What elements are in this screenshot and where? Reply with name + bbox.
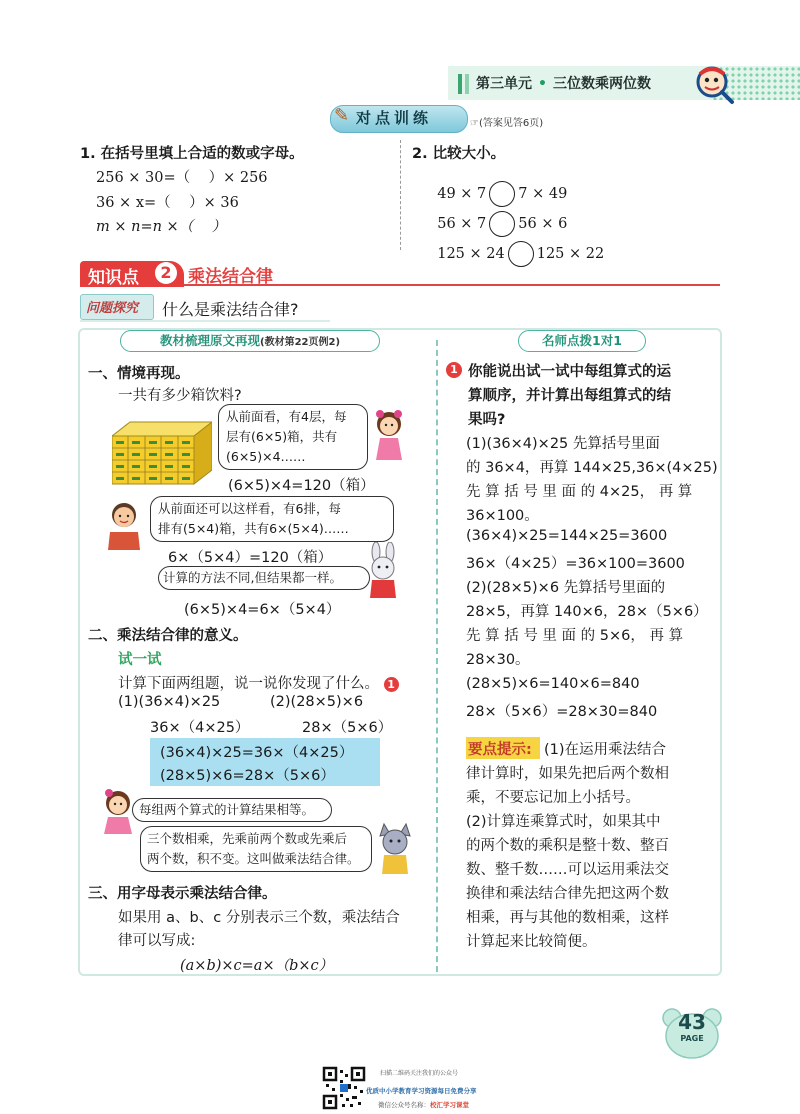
section-1-question: 一共有多少箱饮料? bbox=[118, 388, 242, 404]
equation: (6×5)×4=6×（5×4） bbox=[184, 602, 341, 618]
explanation-line: 36×（4×25）=36×100=3600 bbox=[466, 556, 685, 572]
section-3-heading: 三、用字母表示乘法结合律。 bbox=[88, 886, 277, 902]
explanation-line: (1)(36×4)×25 先算括号里面 bbox=[466, 436, 660, 452]
unit-label: 第三单元 bbox=[476, 76, 532, 92]
explanation-line: (28×5)×6=140×6=840 bbox=[466, 676, 640, 692]
topic-label: 三位数乘两位数 bbox=[552, 76, 651, 92]
exercise-1-line: 36 × x=（ ）× 36 bbox=[96, 195, 239, 211]
header-accent-bar bbox=[458, 74, 462, 94]
exercise-1-title: 1. 在括号里填上合适的数或字母。 bbox=[80, 146, 304, 162]
try-problem: (2)(28×5)×6 bbox=[270, 694, 364, 710]
tip-line: 的两个数的乘积是整十数、整百 bbox=[466, 838, 669, 854]
tip-line: 律计算时，如果先把后两个数相 bbox=[466, 766, 669, 782]
compare-right: 125 × 22 bbox=[536, 246, 605, 262]
tip-line: 相乘，再与其他的数相乘，这样 bbox=[466, 910, 669, 926]
try-problem: 36×（4×25） bbox=[150, 720, 250, 736]
tip-line: 乘，不要忘记加上小括号。 bbox=[466, 790, 640, 806]
qr-code-icon bbox=[322, 1066, 366, 1110]
footer-scan-text: 扫描二维码关注我们的公众号 bbox=[380, 1070, 459, 1077]
explanation-line: 28×30。 bbox=[466, 652, 530, 668]
section-2-heading: 二、乘法结合律的意义。 bbox=[88, 628, 248, 644]
knowledge-label: 知识点 bbox=[88, 268, 139, 288]
left-tab bbox=[120, 330, 380, 352]
girl-avatar bbox=[100, 788, 136, 834]
explanation-line: (36×4)×25=144×25=3600 bbox=[466, 528, 668, 544]
result-line: (36×4)×25=36×（4×25） bbox=[160, 745, 354, 761]
tip-line: 计算起来比较简便。 bbox=[466, 934, 597, 950]
compare-row bbox=[428, 225, 604, 267]
speech-bubble-text: 三个数相乘，先乘前两个数或先乘后 两个数，积不变。这叫做乘法结合律。 bbox=[147, 831, 360, 866]
wenti-underline bbox=[80, 320, 330, 322]
explanation-line: 先 算 括 号 里 面 的 5×6， 再 算 bbox=[466, 628, 684, 644]
result-line: (28×5)×6=28×（5×6） bbox=[160, 768, 335, 784]
speech-bubble-text: 从前面看，有4层，每 层有(6×5)箱，共有 (6×5)×4…… bbox=[226, 409, 347, 464]
formula: (a×b)×c=a×（b×c） bbox=[180, 958, 334, 974]
section-1-heading: 一、情境再现。 bbox=[88, 366, 190, 382]
explanation-line: 36×100。 bbox=[466, 508, 539, 524]
wenti-label: 问题探究 bbox=[86, 301, 139, 316]
try-instruction bbox=[118, 672, 399, 693]
compare-left: 125 × 24 bbox=[437, 246, 505, 262]
header-separator: • bbox=[538, 76, 547, 92]
speech-bubble-text: 计算的方法不同,但结果都一样。 bbox=[163, 570, 342, 585]
page-word: PAGE bbox=[680, 1034, 704, 1043]
left-tab-main: 教材梳理原文再现 bbox=[159, 333, 260, 348]
wenti-question: 什么是乘法结合律? bbox=[162, 300, 299, 319]
explanation-line: (2)(28×5)×6 先算括号里面的 bbox=[466, 580, 666, 596]
compare-circle[interactable] bbox=[508, 241, 534, 267]
try-problem: 28×（5×6） bbox=[302, 720, 393, 736]
section-3-text: 如果用 a、b、c 分别表示三个数，乘法结合 bbox=[118, 910, 400, 926]
footer-account bbox=[378, 1100, 469, 1109]
column-divider bbox=[436, 340, 438, 972]
tip-label: 要点提示: bbox=[468, 742, 532, 758]
section-3-text: 律可以写成: bbox=[118, 933, 196, 949]
answer-reference: ☞(答案见答6页) bbox=[470, 118, 544, 129]
header-accent-bar bbox=[465, 74, 469, 94]
mascot-magnifier-icon bbox=[694, 64, 736, 106]
left-tab-ref: (教材第22页例2) bbox=[260, 337, 341, 348]
explanation-line: 28×（5×6）=28×30=840 bbox=[466, 704, 658, 720]
speech-bubble-text: 从前面还可以这样看，有6排，每 排有(5×4)箱，共有6×(5×4)…… bbox=[158, 501, 349, 536]
exercise-1-line: m × n=n ×（ ） bbox=[96, 219, 227, 235]
pencil-icon: ✎ bbox=[334, 105, 350, 126]
cat-avatar bbox=[372, 822, 418, 876]
footer-slogan: 优质中小学教育学习资源每日免费分享 bbox=[366, 1087, 477, 1095]
knowledge-number: 2 bbox=[155, 262, 177, 284]
compare-left: 49 × 7 bbox=[437, 186, 487, 202]
girl-avatar bbox=[372, 408, 406, 460]
footer-account-prefix: 微信公众号名称： bbox=[378, 1101, 430, 1109]
tip-line: (2)计算连乘算式时，如果其中 bbox=[466, 814, 661, 830]
explanation-line: 28×5，再算 140×6，28×（5×6） bbox=[466, 604, 708, 620]
boy-avatar bbox=[104, 500, 144, 550]
page-number: 43 bbox=[678, 1010, 706, 1034]
rabbit-avatar bbox=[360, 542, 408, 600]
equation: (6×5)×4=120（箱） bbox=[228, 478, 375, 494]
explanation-line: 的 36×4，再算 144×25,36×(4×25) bbox=[466, 460, 718, 476]
section-title: 对点训练 bbox=[356, 109, 433, 127]
exercise-divider bbox=[400, 140, 401, 250]
compare-right: 56 × 6 bbox=[518, 216, 568, 232]
right-question: 算顺序，并计算出每组算式的结 bbox=[468, 388, 671, 404]
explanation-line: 先 算 括 号 里 面 的 4×25， 再 算 bbox=[466, 484, 693, 500]
try-problem: (1)(36×4)×25 bbox=[118, 694, 221, 710]
try-badge: 1 bbox=[384, 677, 399, 692]
tip-line: (1)在运用乘法结合 bbox=[544, 742, 667, 758]
running-header bbox=[476, 73, 651, 93]
footer-account-name: 校汇学习课堂 bbox=[430, 1101, 469, 1109]
knowledge-title: 乘法结合律 bbox=[188, 267, 273, 287]
tip-line: 换律和乘法结合律先把这两个数 bbox=[466, 886, 669, 902]
tip-line: 数、整千数……可以运用乘法交 bbox=[466, 862, 669, 878]
exercise-1-line: 256 × 30=（ ）× 256 bbox=[96, 170, 268, 186]
right-tab: 名师点拨1对1 bbox=[518, 330, 646, 352]
try-text: 计算下面两组题，说一说你发现了什么。 bbox=[118, 676, 379, 692]
compare-right: 7 × 49 bbox=[518, 186, 568, 202]
exercise-2-title: 2. 比较大小。 bbox=[412, 146, 506, 162]
compare-left: 56 × 7 bbox=[437, 216, 487, 232]
question-badge: 1 bbox=[450, 363, 458, 376]
right-question: 你能说出试一试中每组算式的运 bbox=[468, 364, 671, 380]
equation: 6×（5×4）=120（箱） bbox=[168, 550, 333, 566]
drink-boxes-image bbox=[112, 420, 212, 486]
speech-bubble-text: 每组两个算式的计算结果相等。 bbox=[139, 802, 315, 817]
right-question: 果吗? bbox=[468, 412, 506, 428]
try-label: 试一试 bbox=[118, 652, 162, 668]
